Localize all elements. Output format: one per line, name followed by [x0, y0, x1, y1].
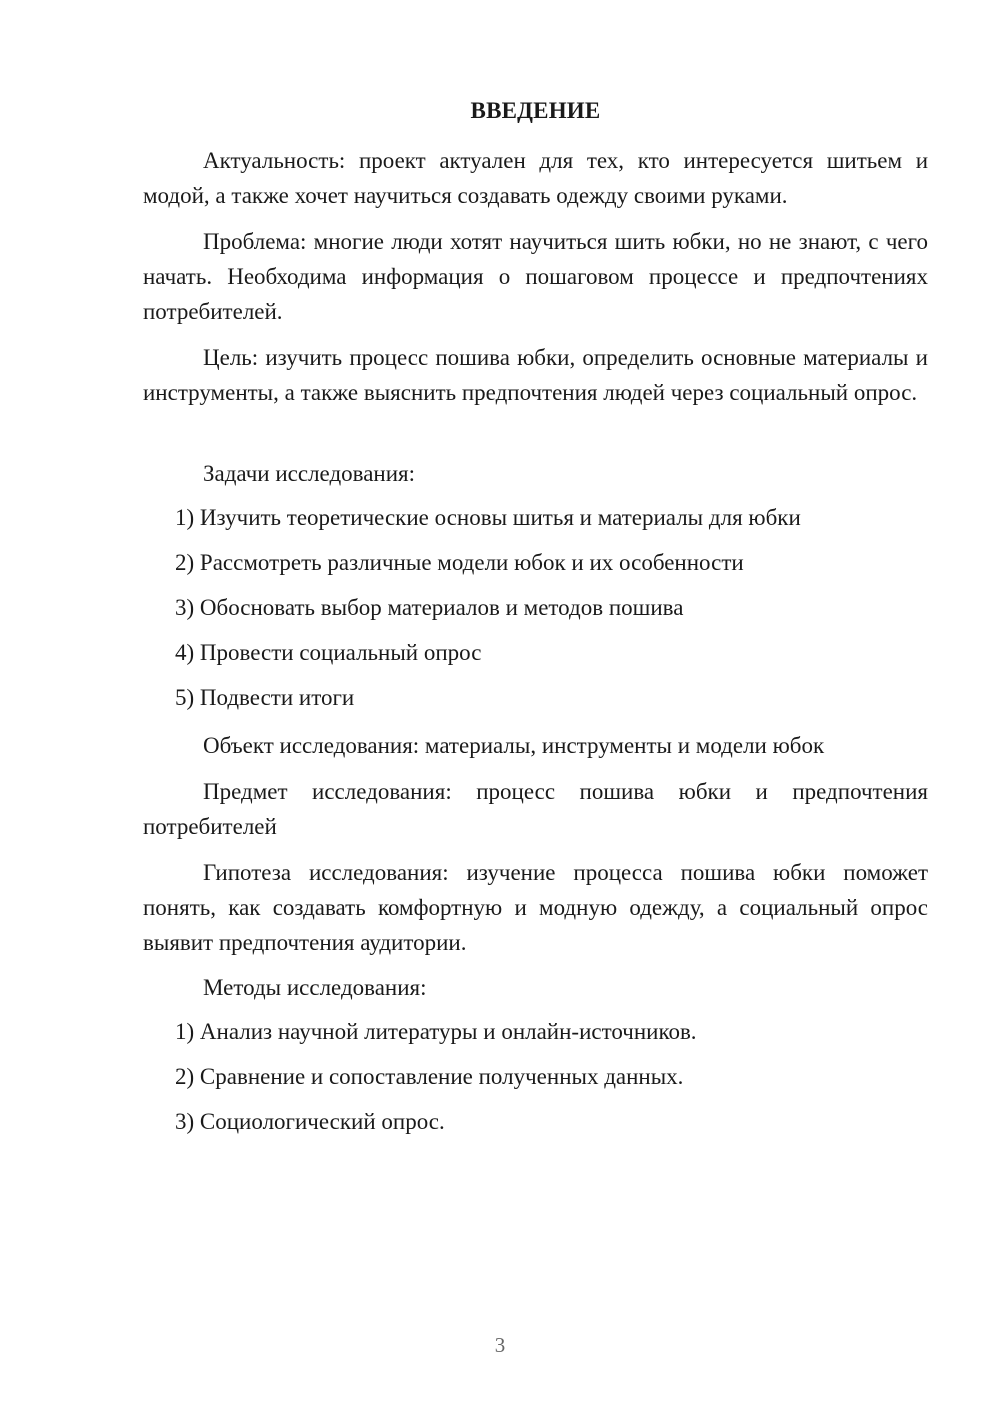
- method-item: 2) Сравнение и сопоставление полученных данных.: [175, 1064, 684, 1089]
- document-title: ВВЕДЕНИЕ: [470, 98, 601, 123]
- task-item: 1) Изучить теоретические основы шитья и материалы для юбки: [175, 505, 801, 530]
- task-item: 5) Подвести итоги: [175, 685, 355, 710]
- paragraph-subject: Предмет исследования: процесс пошива юбки и предпочтения потребителей: [143, 779, 928, 839]
- task-item: 2) Рассмотреть различные модели юбок и их особенности: [175, 550, 744, 575]
- paragraph-hypothesis: Гипотеза исследования: изучение процесса пошива юбки поможет понять, как создавать комфортную и модную одежду, а социальный опрос выявит предпочтения аудитории.: [143, 860, 928, 955]
- methods-heading: Методы исследования:: [203, 975, 427, 1000]
- paragraph-relevance: Актуальность: проект актуален для тех, кто интересуется шитьем и модой, а также хочет научиться создавать одежду своими руками.: [143, 148, 928, 208]
- task-item: 4) Провести социальный опрос: [175, 640, 482, 665]
- page-number: 3: [494, 1333, 506, 1357]
- method-item: 1) Анализ научной литературы и онлайн-источников.: [175, 1019, 697, 1044]
- paragraph-goal: Цель: изучить процесс пошива юбки, определить основные материалы и инструменты, а также выяснить предпочтения людей через социальный опрос.: [143, 345, 928, 405]
- tasks-heading: Задачи исследования:: [203, 461, 416, 486]
- task-item: 3) Обосновать выбор материалов и методов пошива: [175, 595, 684, 620]
- paragraph-problem: Проблема: многие люди хотят научиться шить юбки, но не знают, с чего начать. Необходима информация о пошаговом процессе и предпочтениях потребителей.: [143, 229, 928, 324]
- method-item: 3) Социологический опрос.: [175, 1109, 445, 1134]
- paragraph-object: Объект исследования: материалы, инструменты и модели юбок: [203, 733, 825, 758]
